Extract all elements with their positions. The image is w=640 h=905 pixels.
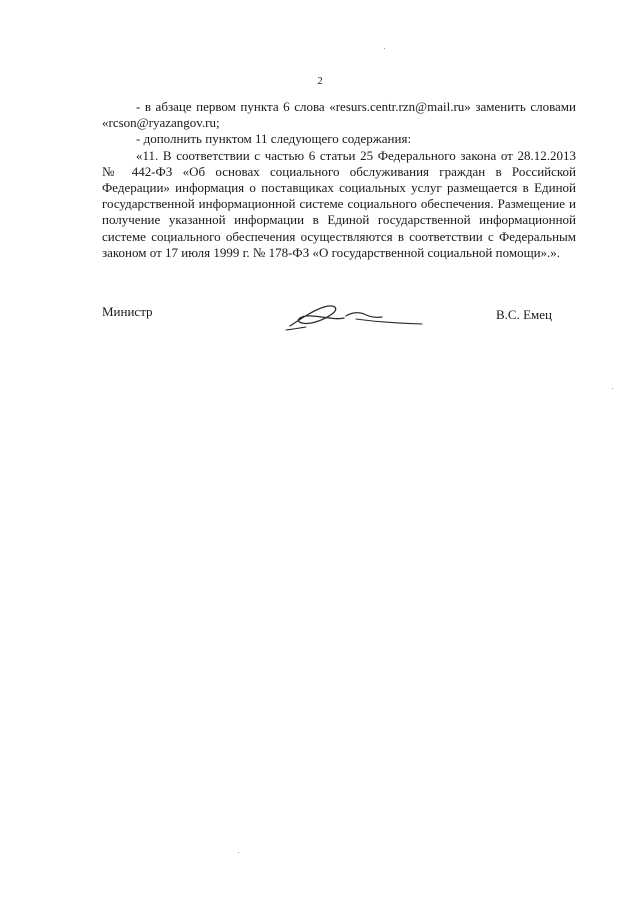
page-number: 2 (317, 75, 323, 87)
handwritten-signature (280, 290, 430, 338)
amendment-text (102, 99, 576, 261)
signatory-role: Министр (102, 304, 153, 319)
scan-speck (612, 388, 613, 389)
paragraph-email-replacement: - в абзаце первом пункта 6 слова «resurs.centr.rzn@mail.ru» заменить словами «rcson@ryazangov.ru; (102, 99, 576, 131)
paragraph-add-item-11: - дополнить пунктом 11 следующего содержания: (136, 131, 412, 147)
paragraph-item-11-content: «11. В соответствии с частью 6 статьи 25 Федерального закона от 28.12.2013 № 442-ФЗ «Об основах социального обслуживания граждан в Российской Федерации» информация о поставщиках социальных услуг размещается в Единой государственной информационной системе социального обеспечения. Размещение и получение указанной информации в Единой государственной информационной системе социального обеспечения осуществляются в соответствии с Федеральным законом от 17 июля 1999 г. № 178-ФЗ «О государственной социальной помощи».». (102, 147, 576, 260)
scan-speck (384, 48, 385, 49)
scan-speck (238, 852, 239, 853)
signatory-name: В.С. Емец (496, 307, 552, 322)
